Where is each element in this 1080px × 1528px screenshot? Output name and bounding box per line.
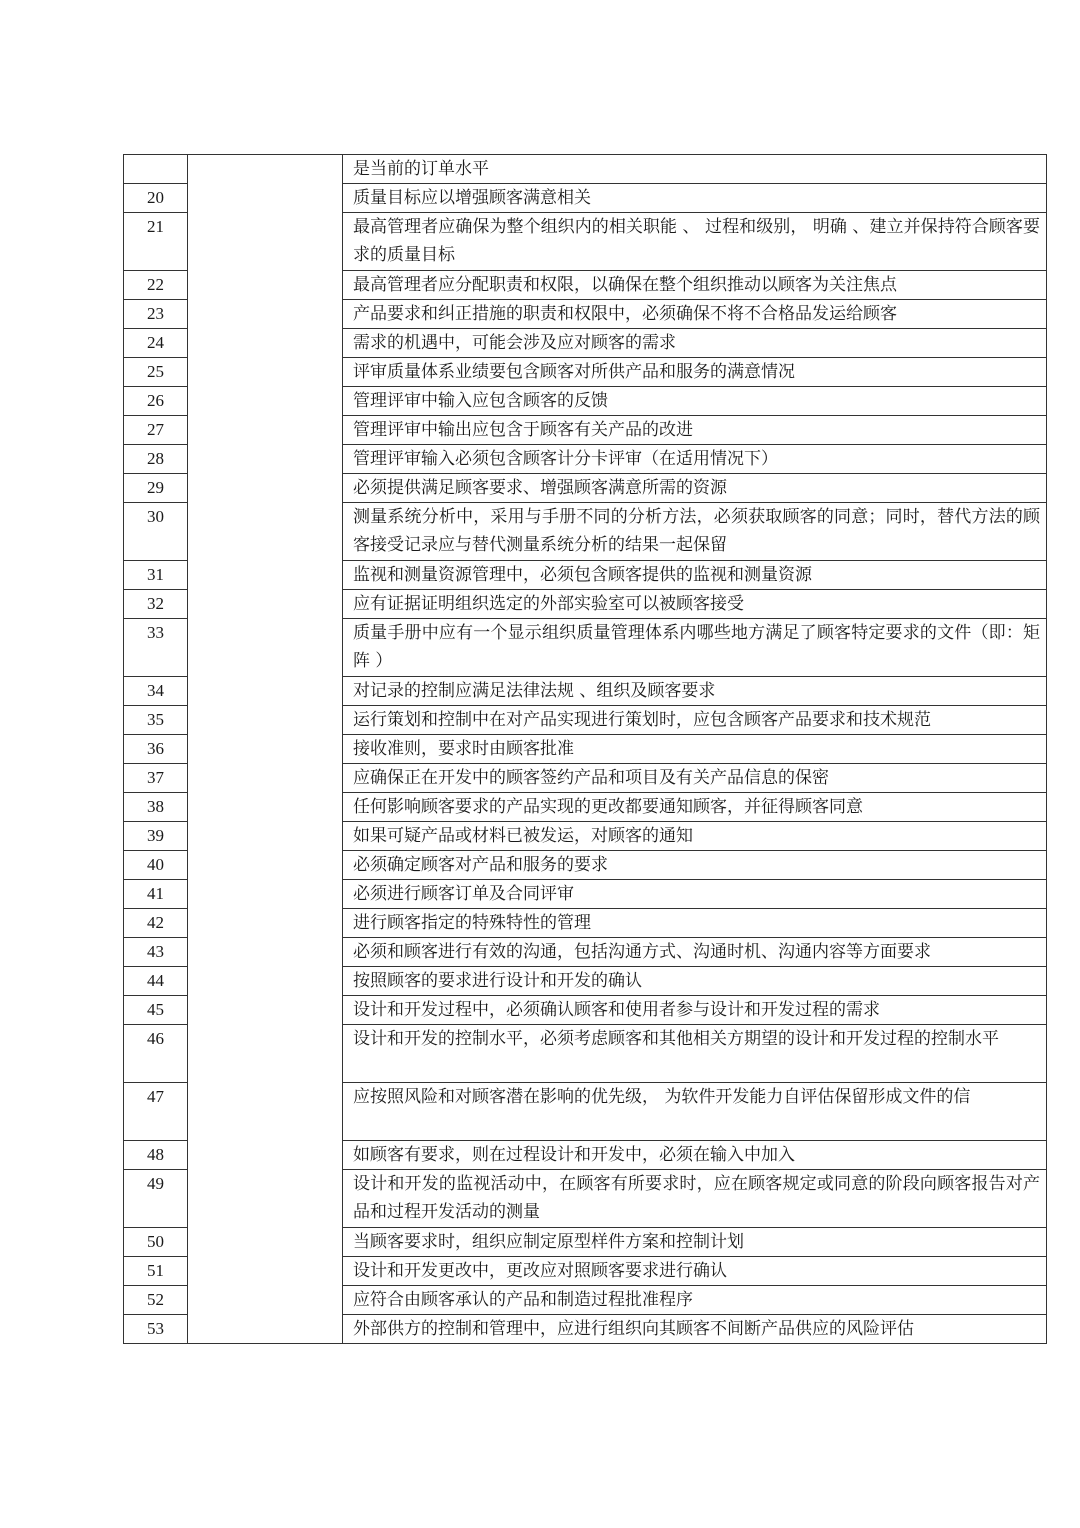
row-description: 接收准则，要求时由顾客批准 [343, 735, 1047, 764]
row-description: 质量手册中应有一个显示组织质量管理体系内哪些地方满足了顾客特定要求的文件（即：矩阵 ） [343, 619, 1047, 677]
row-number: 46 [124, 1025, 188, 1083]
row-number: 49 [124, 1170, 188, 1228]
row-number: 40 [124, 851, 188, 880]
row-number: 27 [124, 416, 188, 445]
row-number: 42 [124, 909, 188, 938]
row-number: 51 [124, 1257, 188, 1286]
row-description: 任何影响顾客要求的产品实现的更改都要通知顾客，并征得顾客同意 [343, 793, 1047, 822]
row-number: 38 [124, 793, 188, 822]
row-description: 应按照风险和对顾客潜在影响的优先级， 为软件开发能力自评估保留形成文件的信 [343, 1083, 1047, 1141]
row-number [124, 155, 188, 184]
table-row [124, 155, 1047, 184]
row-number: 36 [124, 735, 188, 764]
row-number: 22 [124, 271, 188, 300]
row-number: 24 [124, 329, 188, 358]
row-description: 当顾客要求时，组织应制定原型样件方案和控制计划 [343, 1228, 1047, 1257]
row-number: 20 [124, 184, 188, 213]
row-number: 34 [124, 677, 188, 706]
row-description: 必须进行顾客订单及合同评审 [343, 880, 1047, 909]
row-description: 应符合由顾客承认的产品和制造过程批准程序 [343, 1286, 1047, 1315]
row-description: 监视和测量资源管理中，必须包含顾客提供的监视和测量资源 [343, 561, 1047, 590]
row-number: 29 [124, 474, 188, 503]
row-description: 需求的机遇中，可能会涉及应对顾客的需求 [343, 329, 1047, 358]
row-number: 52 [124, 1286, 188, 1315]
row-description: 必须确定顾客对产品和服务的要求 [343, 851, 1047, 880]
row-number: 33 [124, 619, 188, 677]
row-number: 35 [124, 706, 188, 735]
row-number: 31 [124, 561, 188, 590]
row-number: 25 [124, 358, 188, 387]
row-description: 质量目标应以增强顾客满意相关 [343, 184, 1047, 213]
row-description: 最高管理者应确保为整个组织内的相关职能 、 过程和级别， 明确 、建立并保持符合顾客要求的质量目标 [343, 213, 1047, 271]
row-description: 设计和开发的监视活动中，在顾客有所要求时，应在顾客规定或同意的阶段向顾客报告对产品和过程开发活动的测量 [343, 1170, 1047, 1228]
row-description: 设计和开发更改中，更改应对照顾客要求进行确认 [343, 1257, 1047, 1286]
row-description: 评审质量体系业绩要包含顾客对所供产品和服务的满意情况 [343, 358, 1047, 387]
row-number: 44 [124, 967, 188, 996]
row-description: 管理评审输入必须包含顾客计分卡评审（在适用情况下） [343, 445, 1047, 474]
row-description: 设计和开发的控制水平，必须考虑顾客和其他相关方期望的设计和开发过程的控制水平 [343, 1025, 1047, 1083]
row-number: 45 [124, 996, 188, 1025]
row-number: 28 [124, 445, 188, 474]
row-number: 30 [124, 503, 188, 561]
row-number: 47 [124, 1083, 188, 1141]
row-description: 对记录的控制应满足法律法规 、组织及顾客要求 [343, 677, 1047, 706]
row-number: 50 [124, 1228, 188, 1257]
row-number: 32 [124, 590, 188, 619]
row-description: 最高管理者应分配职责和权限，以确保在整个组织推动以顾客为关注焦点 [343, 271, 1047, 300]
row-description: 管理评审中输入应包含顾客的反馈 [343, 387, 1047, 416]
row-number: 41 [124, 880, 188, 909]
row-description: 应有证据证明组织选定的外部实验室可以被顾客接受 [343, 590, 1047, 619]
row-number: 53 [124, 1315, 188, 1344]
row-description: 应确保正在开发中的顾客签约产品和项目及有关产品信息的保密 [343, 764, 1047, 793]
row-number: 39 [124, 822, 188, 851]
category-cell [188, 155, 343, 1344]
row-description: 必须和顾客进行有效的沟通，包括沟通方式、沟通时机、沟通内容等方面要求 [343, 938, 1047, 967]
requirements-table-body [124, 155, 1047, 1344]
row-description: 产品要求和纠正措施的职责和权限中，必须确保不将不合格品发运给顾客 [343, 300, 1047, 329]
row-number: 43 [124, 938, 188, 967]
row-description: 进行顾客指定的特殊特性的管理 [343, 909, 1047, 938]
row-description: 运行策划和控制中在对产品实现进行策划时，应包含顾客产品要求和技术规范 [343, 706, 1047, 735]
row-description: 如顾客有要求，则在过程设计和开发中，必须在输入中加入 [343, 1141, 1047, 1170]
row-number: 21 [124, 213, 188, 271]
row-number: 48 [124, 1141, 188, 1170]
row-description: 设计和开发过程中，必须确认顾客和使用者参与设计和开发过程的需求 [343, 996, 1047, 1025]
row-description: 测量系统分析中，采用与手册不同的分析方法，必须获取顾客的同意；同时，替代方法的顾客接受记录应与替代测量系统分析的结果一起保留 [343, 503, 1047, 561]
row-description: 外部供方的控制和管理中，应进行组织向其顾客不间断产品供应的风险评估 [343, 1315, 1047, 1344]
row-description: 如果可疑产品或材料已被发运，对顾客的通知 [343, 822, 1047, 851]
row-number: 26 [124, 387, 188, 416]
row-number: 23 [124, 300, 188, 329]
row-description: 管理评审中输出应包含于顾客有关产品的改进 [343, 416, 1047, 445]
row-description: 按照顾客的要求进行设计和开发的确认 [343, 967, 1047, 996]
row-number: 37 [124, 764, 188, 793]
row-description: 是当前的订单水平 [343, 155, 1047, 184]
requirements-table [123, 154, 1047, 1344]
row-description: 必须提供满足顾客要求、增强顾客满意所需的资源 [343, 474, 1047, 503]
